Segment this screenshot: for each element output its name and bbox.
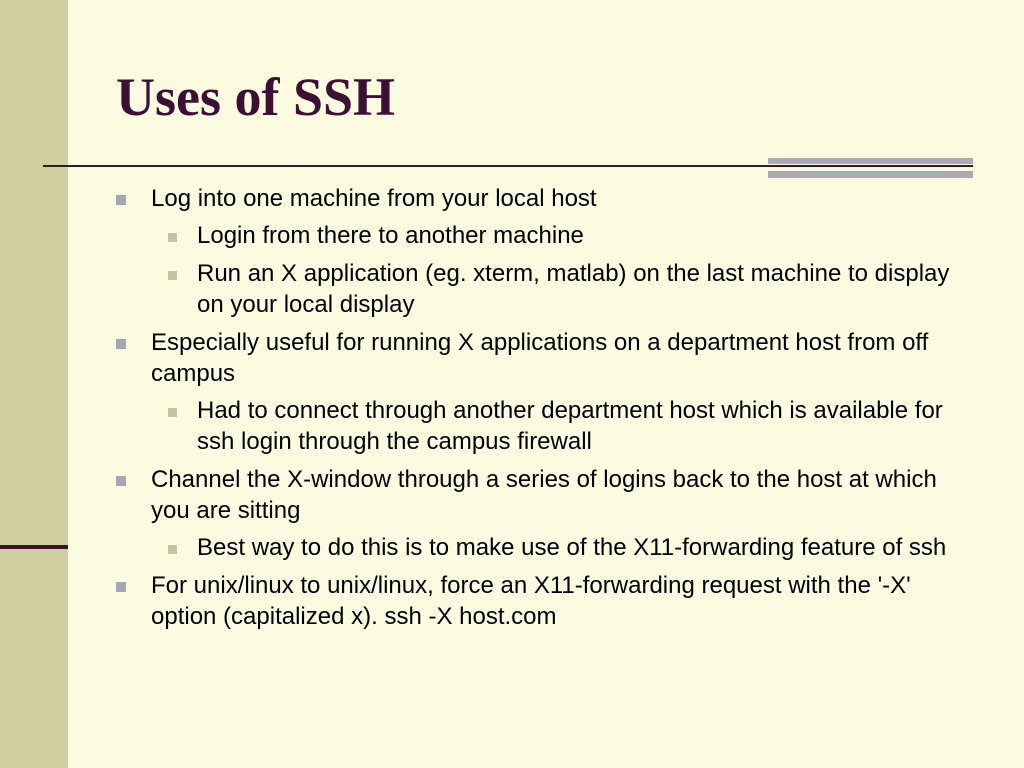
title-accent-bars bbox=[768, 158, 973, 180]
sub-bullet-text: Login from there to another machine bbox=[197, 222, 584, 249]
sub-bullet-item bbox=[151, 395, 976, 457]
square-bullet-icon bbox=[168, 408, 177, 417]
bullet-item bbox=[116, 570, 976, 632]
sub-bullet-text: Best way to do this is to make use of the X11-forwarding feature of ssh bbox=[197, 534, 947, 561]
sub-bullet-list bbox=[151, 220, 976, 320]
bullet-text: Especially useful for running X applications on a department host from off campus bbox=[151, 329, 929, 387]
square-bullet-icon bbox=[168, 545, 177, 554]
left-decorative-band bbox=[0, 0, 68, 768]
square-bullet-icon bbox=[116, 582, 126, 592]
bullet-item bbox=[116, 464, 976, 563]
sub-bullet-list bbox=[151, 395, 976, 457]
square-bullet-icon bbox=[168, 233, 177, 242]
left-band-rule bbox=[0, 545, 68, 549]
square-bullet-icon bbox=[116, 339, 126, 349]
bullet-item bbox=[116, 327, 976, 457]
bullet-text: For unix/linux to unix/linux, force an X11-forwarding request with the '-X' option (capitalized x). ssh -X host.com bbox=[151, 572, 911, 630]
square-bullet-icon bbox=[168, 271, 177, 280]
sub-bullet-item bbox=[151, 258, 976, 320]
slide-title: Uses of SSH bbox=[116, 67, 396, 127]
sub-bullet-text: Had to connect through another department host which is available for ssh login through the campus firewall bbox=[197, 397, 943, 455]
sub-bullet-list bbox=[151, 532, 976, 563]
sub-bullet-text: Run an X application (eg. xterm, matlab) on the last machine to display on your local display bbox=[197, 260, 950, 318]
bullet-text: Channel the X-window through a series of logins back to the host at which you are sitting bbox=[151, 466, 937, 524]
bullet-text: Log into one machine from your local host bbox=[151, 185, 597, 212]
bullet-item bbox=[116, 183, 976, 320]
accent-bar-bottom bbox=[768, 171, 973, 178]
sub-bullet-item bbox=[151, 220, 976, 251]
sub-bullet-item bbox=[151, 532, 976, 563]
square-bullet-icon bbox=[116, 476, 126, 486]
slide-content-list bbox=[116, 183, 976, 638]
square-bullet-icon bbox=[116, 195, 126, 205]
accent-bar-top bbox=[768, 158, 973, 164]
